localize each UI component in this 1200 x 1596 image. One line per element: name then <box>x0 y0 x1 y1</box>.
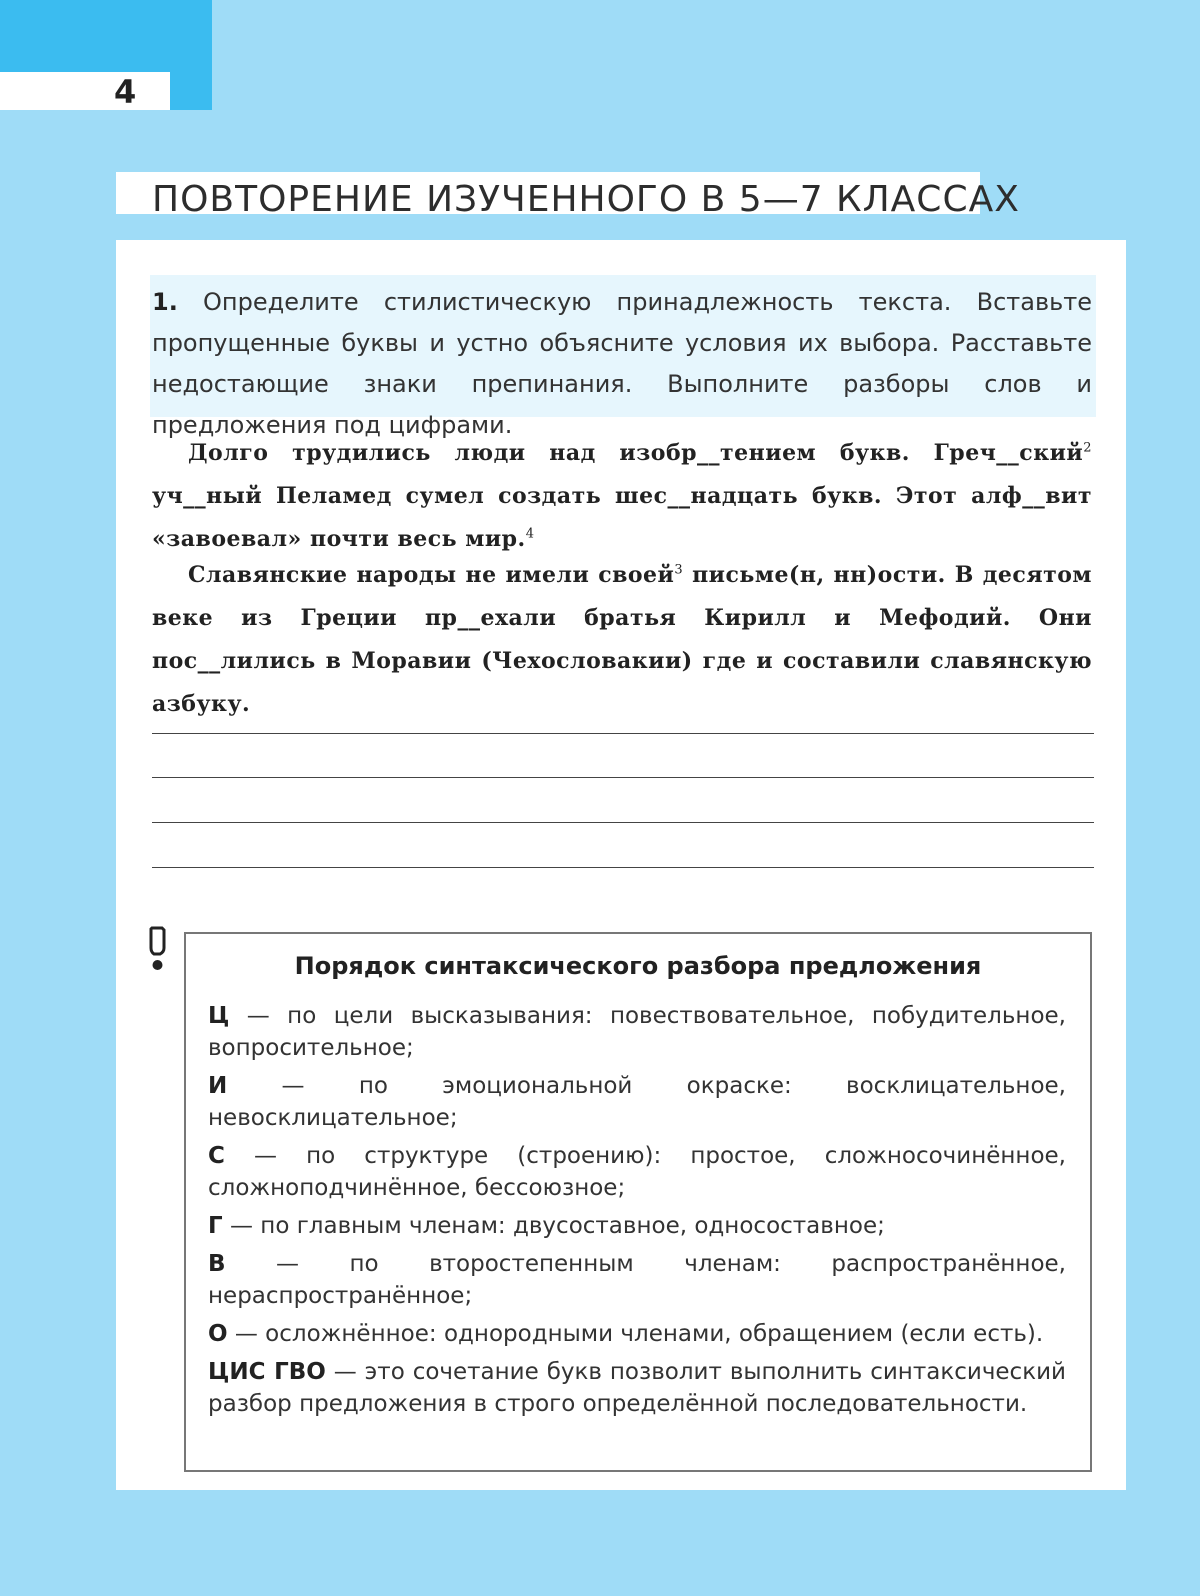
exercise-paragraph-1 <box>152 432 1092 561</box>
p1-superscript-2: 4 <box>525 526 535 542</box>
p1-superscript-1: 2 <box>1083 440 1092 456</box>
rules-list <box>208 1000 1066 1426</box>
answer-line[interactable] <box>152 867 1094 868</box>
answer-line[interactable] <box>152 822 1094 823</box>
p1-part-a: Долго трудились люди над изобр__тением букв. Греч__ский <box>188 440 1084 466</box>
rule-key: С <box>208 1143 225 1169</box>
rule-item <box>208 1140 1066 1204</box>
rule-text: — это сочетание букв позволит выполнить синтаксический разбор предложения в строго определённой последовательности. <box>208 1359 1066 1417</box>
corner-decoration <box>0 0 212 72</box>
rule-key: В <box>208 1251 226 1277</box>
rule-text: — по эмоциональной окраске: восклицательное, невосклицательное; <box>208 1073 1066 1131</box>
p2-part-b: письме(н, нн)ости. В десятом веке из Греции пр__ехали братья Кирилл и Мефодий. Они пос__лились в Моравии (Чехословакии) где и составили славянскую азбуку. <box>152 562 1092 717</box>
answer-line[interactable] <box>152 733 1094 734</box>
section-title: ПОВТОРЕНИЕ ИЗУЧЕННОГО В 5—7 КЛАССАХ <box>152 179 1020 220</box>
rule-item <box>208 1356 1066 1420</box>
rule-text: — по главным членам: двусоставное, односоставное; <box>222 1213 885 1239</box>
rule-item <box>208 1210 1066 1242</box>
p2-superscript: 3 <box>674 562 684 578</box>
rule-key: Ц <box>208 1003 230 1029</box>
rule-text: — по цели высказывания: повествовательное, побудительное, вопросительное; <box>208 1003 1066 1061</box>
answer-line[interactable] <box>152 777 1094 778</box>
page-number-bar <box>0 72 170 110</box>
rule-key: Г <box>208 1213 223 1239</box>
p1-part-b: уч__ный Пеламед сумел создать шес__надцать букв. Этот алф__вит «завоевал» почти весь мир. <box>152 483 1092 552</box>
rule-key: О <box>208 1321 228 1347</box>
exercise-paragraph-2 <box>152 554 1092 726</box>
rule-item <box>208 1000 1066 1064</box>
rule-text: — по структуре (строению): простое, сложносочинённое, сложноподчинённое, бессоюзное; <box>208 1143 1066 1201</box>
rule-text: — осложнённое: однородными членами, обращением (если есть). <box>227 1321 1044 1347</box>
attention-icon <box>148 926 168 976</box>
rule-item <box>208 1248 1066 1312</box>
rule-key: ЦИС ГВО <box>208 1359 326 1385</box>
rule-item <box>208 1318 1066 1350</box>
corner-square <box>170 72 212 110</box>
rules-title: Порядок синтаксического разбора предложения <box>294 952 982 980</box>
syntax-rules-box <box>184 932 1092 1472</box>
rule-item <box>208 1070 1066 1134</box>
p2-part-a: Славянские народы не имели своей <box>188 562 675 588</box>
task-instruction-text: Определите стилистическую принадлежность текста. Вставьте пропущенные буквы и устно объясните условия их выбора. Расставьте недостающие знаки препинания. Выполните разборы слов и предложения под цифрами. <box>152 288 1092 439</box>
rule-key: И <box>208 1073 228 1099</box>
task-number: 1. <box>152 288 178 316</box>
task-instruction <box>152 282 1092 446</box>
rule-text: — по второстепенным членам: распространённое, нераспространённое; <box>208 1251 1066 1309</box>
page-number: 4 <box>114 73 137 111</box>
